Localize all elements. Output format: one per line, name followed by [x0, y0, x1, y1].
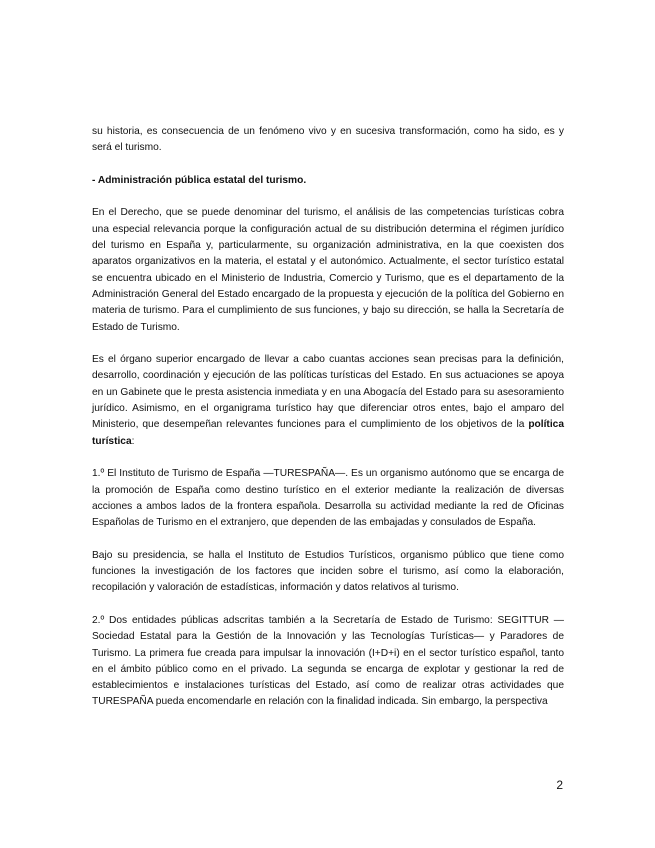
page-body [92, 124, 564, 727]
page-number: 2 [556, 778, 563, 792]
paragraph-entidades-publicas: 2.º Dos entidades públicas adscritas también a la Secretaría de Estado de Turismo: SEGITTUR —Sociedad Estatal para la Gestión de la Innovación y las Tecnologías Turísticas— y Paradores de Turismo. La primera fue creada para impulsar la innovación (I+D+i) en el sector turístico español, tanto en el ámbito público como en el privado. La segunda se encarga de explotar y gestionar la red de establecimientos e instalaciones turísticas del Estado, así como de realizar otras actividades que TURESPAÑA pueda encomendarle en relación con la finalidad indicada. Sin embargo, la perspectiva [92, 614, 564, 708]
paragraph-organo-superior-end: : [131, 435, 135, 447]
section-heading: - Administración pública estatal del turismo. [92, 174, 307, 186]
paragraph-derecho-turismo: En el Derecho, que se puede denominar del turismo, el análisis de las competencias turísticas cobra una especial relevancia porque la configuración actual de su distribución determina el régimen jurídico del turismo en España y, particularmente, su organización administrativa, en la que coexisten dos aparatos organizativos en la materia, el estatal y el autonómico. Actualmente, el sector turístico estatal se encuentra ubicado en el Ministerio de Industria, Comercio y Turismo, que es el departamento de la Administración General del Estado encargado de la propuesta y ejecución de la política del Gobierno en materia de turismo. Para el cumplimiento de sus funciones, y bajo su dirección, se halla la Secretaría de Estado de Turismo. [92, 207, 564, 333]
paragraph-organo-superior [92, 352, 564, 450]
paragraph-instituto-estudios: Bajo su presidencia, se halla el Instituto de Estudios Turísticos, organismo público que tiene como funciones la investigación de los factores que inciden sobre el turismo, así como la elaboración, recopilación y valoración de estadísticas, información y datos relativos al turismo. [92, 549, 564, 594]
paragraph-turespana: 1.º El Instituto de Turismo de España —TURESPAÑA—. Es un organismo autónomo que se encarga de la promoción de España como destino turístico en el exterior mediante la realización de diversas acciones a ambos lados de la frontera española. Desarrolla su actividad mediante la red de Oficinas Españolas de Turismo en el extranjero, que dependen de las embajadas y consulados de España. [92, 468, 564, 529]
paragraph-organo-superior-text: Es el órgano superior encargado de llevar a cabo cuantas acciones sean precisas para la definición, desarrollo, coordinación y ejecución de las políticas turísticas del Estado. En sus actuaciones se apoya en un Gabinete que le presta asistencia inmediata y en una Abogacía del Estado para su asesoramiento jurídico. Asimismo, en el organigrama turístico hay que diferenciar otros entes, bajo el amparo del Ministerio, que desempeñan relevantes funciones para el cumplimiento de los objetivos de la [92, 354, 564, 431]
bold-term-politica-turistica: política turística [92, 419, 564, 447]
paragraph-continuation: su historia, es consecuencia de un fenómeno vivo y en sucesiva transformación, como ha sido, es y será el turismo. [92, 126, 564, 154]
